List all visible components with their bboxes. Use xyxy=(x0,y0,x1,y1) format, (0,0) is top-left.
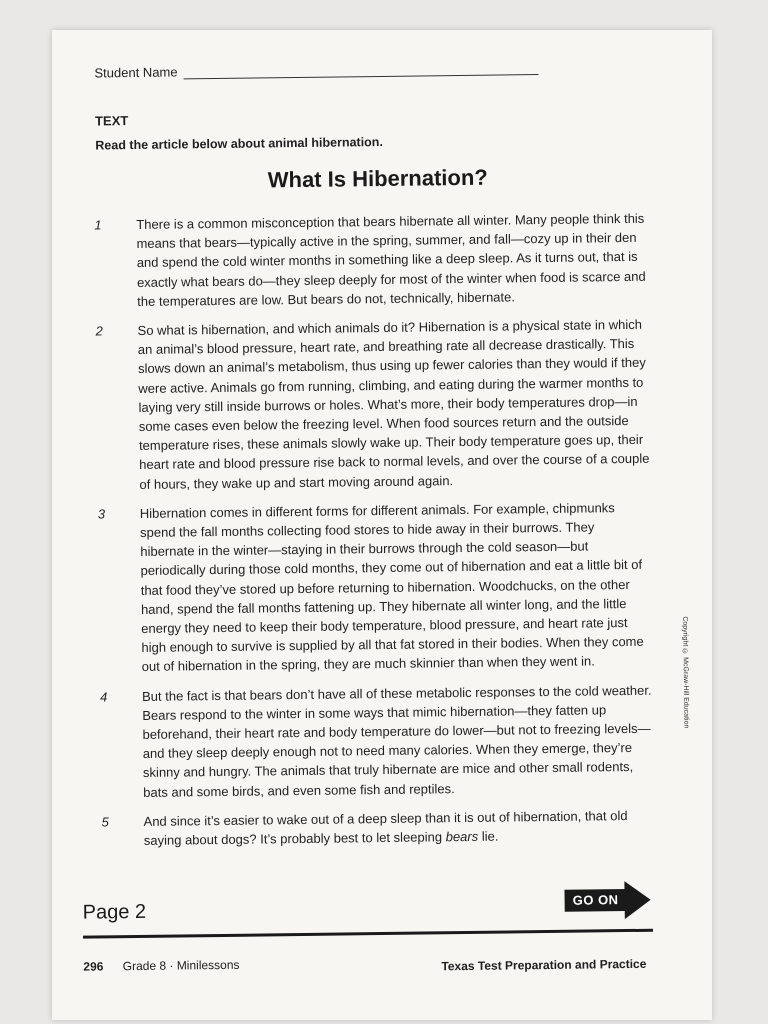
paragraph-text-end: lie. xyxy=(478,828,499,844)
paragraph-number: 3 xyxy=(97,506,106,522)
go-on-label: GO ON xyxy=(564,889,626,912)
footer-grade-info: Grade 8 · Minilessons xyxy=(122,957,240,974)
student-name-label: Student Name xyxy=(94,64,178,81)
article-body xyxy=(78,209,656,861)
page-content xyxy=(52,30,712,1020)
paragraph-number: 2 xyxy=(95,323,103,339)
paragraph-text-start: And since it’s easier to wake out of a deep sleep than it is out of hibernation, that old saying about dogs? It’s probably best to let sleeping xyxy=(143,807,628,849)
footer-divider xyxy=(83,929,653,939)
paragraph-text xyxy=(143,806,655,851)
page-label: Page 2 xyxy=(82,900,147,924)
student-name-row xyxy=(94,60,538,80)
article-title: What Is Hibernation? xyxy=(267,164,488,193)
instruction-text: Read the article below about animal hibernation. xyxy=(95,134,383,153)
footer-page-number: 296 xyxy=(83,959,104,974)
paragraph-4 xyxy=(84,680,655,802)
copyright-note: Copyright © McGraw-Hill Education xyxy=(681,616,690,729)
paragraph-1 xyxy=(78,209,649,312)
paragraph-text: But the fact is that bears don’t have all of these metabolic responses to the cold weather. Bears respond to the winter in some ways that mimic hibernation—they fatten up beforehand, their heart rate and body temperature do lower—but not to freezing levels—and they sleep deeply enough not to need many calories. When they emerge, they’re skinny and hungry. The animals that truly hibernate are mice and other small rodents, bats and some birds, and even some fish and reptiles. xyxy=(141,682,652,800)
footer-book-title: Texas Test Preparation and Practice xyxy=(441,956,647,974)
footer-left xyxy=(83,958,239,974)
paragraph-text: There is a common misconception that bears hibernate all winter. Many people think this means that bears—typically active in the spring, summer, and fall—cozy up in their den and spend the cold winter months in something like a deep sleep. As it turns out, that is exactly what bears do—they sleep deeply for most of the winter when food is scarce and the temperatures are low. But bears do not, technically, hibernate. xyxy=(136,210,646,309)
go-on-arrow xyxy=(564,881,654,922)
paragraph-5 xyxy=(85,806,655,851)
section-label: TEXT xyxy=(94,113,129,129)
paragraph-text: Hibernation comes in different forms for different animals. For example, chipmunks spend the fall months collecting food stores to hide away in their burrows. They hibernate in the winter—staying in their burrows through the cold season—but periodically during those cold months, they come out of hibernation and eat a little bit of that food they’ve stored up before returning to hibernation. Woodchucks, on the other hand, spend the fall months fattening up. They hibernate all winter long, and the little energy they need to keep their body temperature, blood pressure, and heart rate just high enough to survive is supplied by all that fat stored in their bodies. When they come out of hibernation in the spring, they are much skinnier than when they went in. xyxy=(139,499,644,675)
worksheet-page xyxy=(52,30,712,1020)
paragraph-text-italic: bears xyxy=(445,828,479,845)
paragraph-3 xyxy=(82,498,654,678)
paragraph-number: 5 xyxy=(101,814,109,830)
arrow-right-icon xyxy=(624,881,650,919)
paragraph-2 xyxy=(79,315,651,495)
paragraph-number: 4 xyxy=(99,689,108,705)
student-name-line xyxy=(183,60,538,79)
paragraph-text: So what is hibernation, and which animals do it? Hibernation is a physical state in which an animal’s blood pressure, heart rate, and breathing rate all decrease drastically. This slows down an animal’s metabolism, thus using up fewer calories than they would if they were active. Animals go from running, climbing, and eating during the warmer months to laying very still inside burrows or holes. What’s more, their body temperatures drop—in some cases even below the freezing level. When food sources return and the outside temperature rises, these animals slowly wake up. Their body temperature goes up, their heart rate and blood pressure rise back to normal levels, and over the course of a couple of hours, they wake up and start moving around again. xyxy=(137,316,650,492)
paragraph-number: 1 xyxy=(94,217,102,233)
